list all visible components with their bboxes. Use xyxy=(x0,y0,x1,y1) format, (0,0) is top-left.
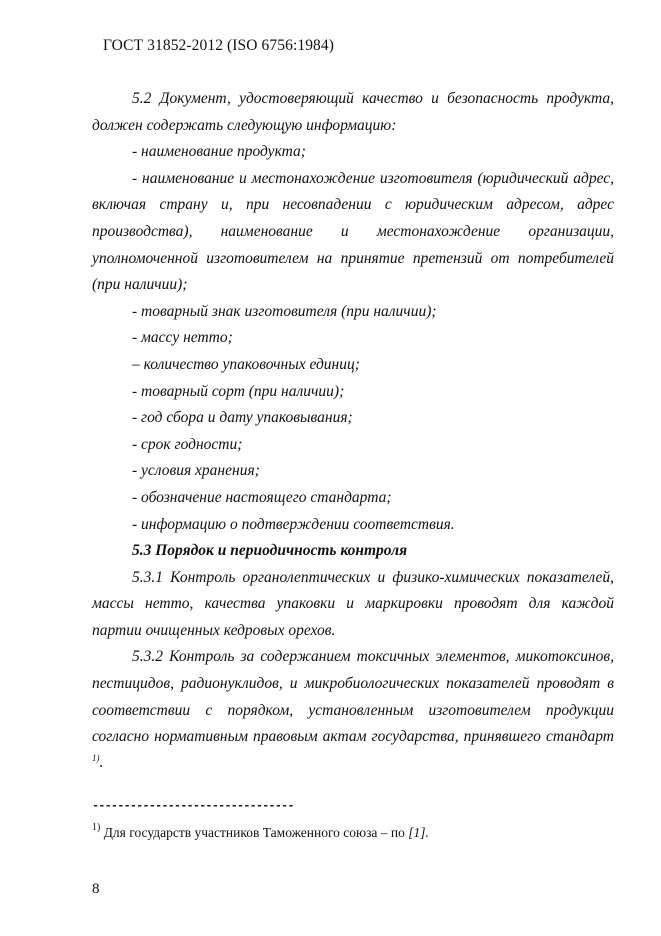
paragraph-5-3-1-line-2: массы нетто, качества упаковки и маркировки проводят для каждой xyxy=(92,595,614,613)
footnote-text: Для государств участников Таможенного союза – по xyxy=(100,825,409,840)
list-item: - наименование продукта; xyxy=(132,143,306,161)
list-item: - массу нетто; xyxy=(132,329,233,347)
paragraph-5-3-1-line-3: партии очищенных кедровых орехов. xyxy=(92,621,336,639)
footnote-separator: -------------------------------- xyxy=(92,799,294,813)
section-heading-5-3: 5.3 Порядок и периодичность контроля xyxy=(132,542,408,560)
list-item: - товарный сорт (при наличии); xyxy=(132,382,345,400)
list-item-manufacturer-line-1: - наименование и местонахождение изготовителя (юридический адрес, xyxy=(132,169,614,187)
paragraph-5-3-1-line-1: 5.3.1 Контроль органолептических и физико-химических показателей, xyxy=(132,568,614,586)
paragraph-5-3-2-line-3: соответствии с порядком, установленным изготовителем продукции xyxy=(92,701,614,719)
paragraph-5-3-2-line-4: согласно нормативным правовым актам государства, принявшего стандарт xyxy=(92,728,614,746)
list-item: - информацию о подтверждении соответствия. xyxy=(132,515,455,533)
footnote-citation: [1]. xyxy=(408,825,429,840)
list-item: - обозначение настоящего стандарта; xyxy=(132,488,392,506)
list-item-manufacturer-line-5: (при наличии); xyxy=(92,276,188,294)
footnote xyxy=(92,822,429,841)
list-item-manufacturer-line-2: включая страну и, при несовпадении с юридическим адресом, адрес xyxy=(92,196,614,214)
paragraph-5-2-line-1: 5.2 Документ, удостоверяющий качество и безопасность продукта, xyxy=(132,90,614,107)
page-number: 8 xyxy=(92,881,100,897)
footnote-marker: 1) xyxy=(92,822,101,833)
paragraph-5-3-2-line-5 xyxy=(92,751,614,770)
list-item-manufacturer-line-3: производства), наименование и местонахождение организации, xyxy=(92,222,614,240)
list-item: - товарный знак изготовителя (при наличии); xyxy=(132,302,437,320)
document-body xyxy=(92,86,614,770)
list-item: - срок годности; xyxy=(132,435,243,453)
list-item-manufacturer-line-4: уполномоченной изготовителем на принятие претензий от потребителей xyxy=(92,249,614,267)
list-item: - год сбора и дату упаковывания; xyxy=(132,409,353,427)
paragraph-5-2-line-2: должен содержать следующую информацию: xyxy=(92,116,397,134)
paragraph-5-3-2-line-2: пестицидов, радионуклидов, и микробиологических показателей проводят в xyxy=(92,675,614,693)
document-header: ГОСТ 31852-2012 (ISO 6756:1984) xyxy=(103,37,335,54)
list-item: - условия хранения; xyxy=(132,462,260,480)
sentence-end: . xyxy=(99,753,104,771)
footnote-reference: 1) xyxy=(92,752,100,763)
paragraph-5-3-2-line-1: 5.3.2 Контроль за содержанием токсичных элементов, микотоксинов, xyxy=(132,648,614,666)
list-item: – количество упаковочных единиц; xyxy=(132,355,360,373)
